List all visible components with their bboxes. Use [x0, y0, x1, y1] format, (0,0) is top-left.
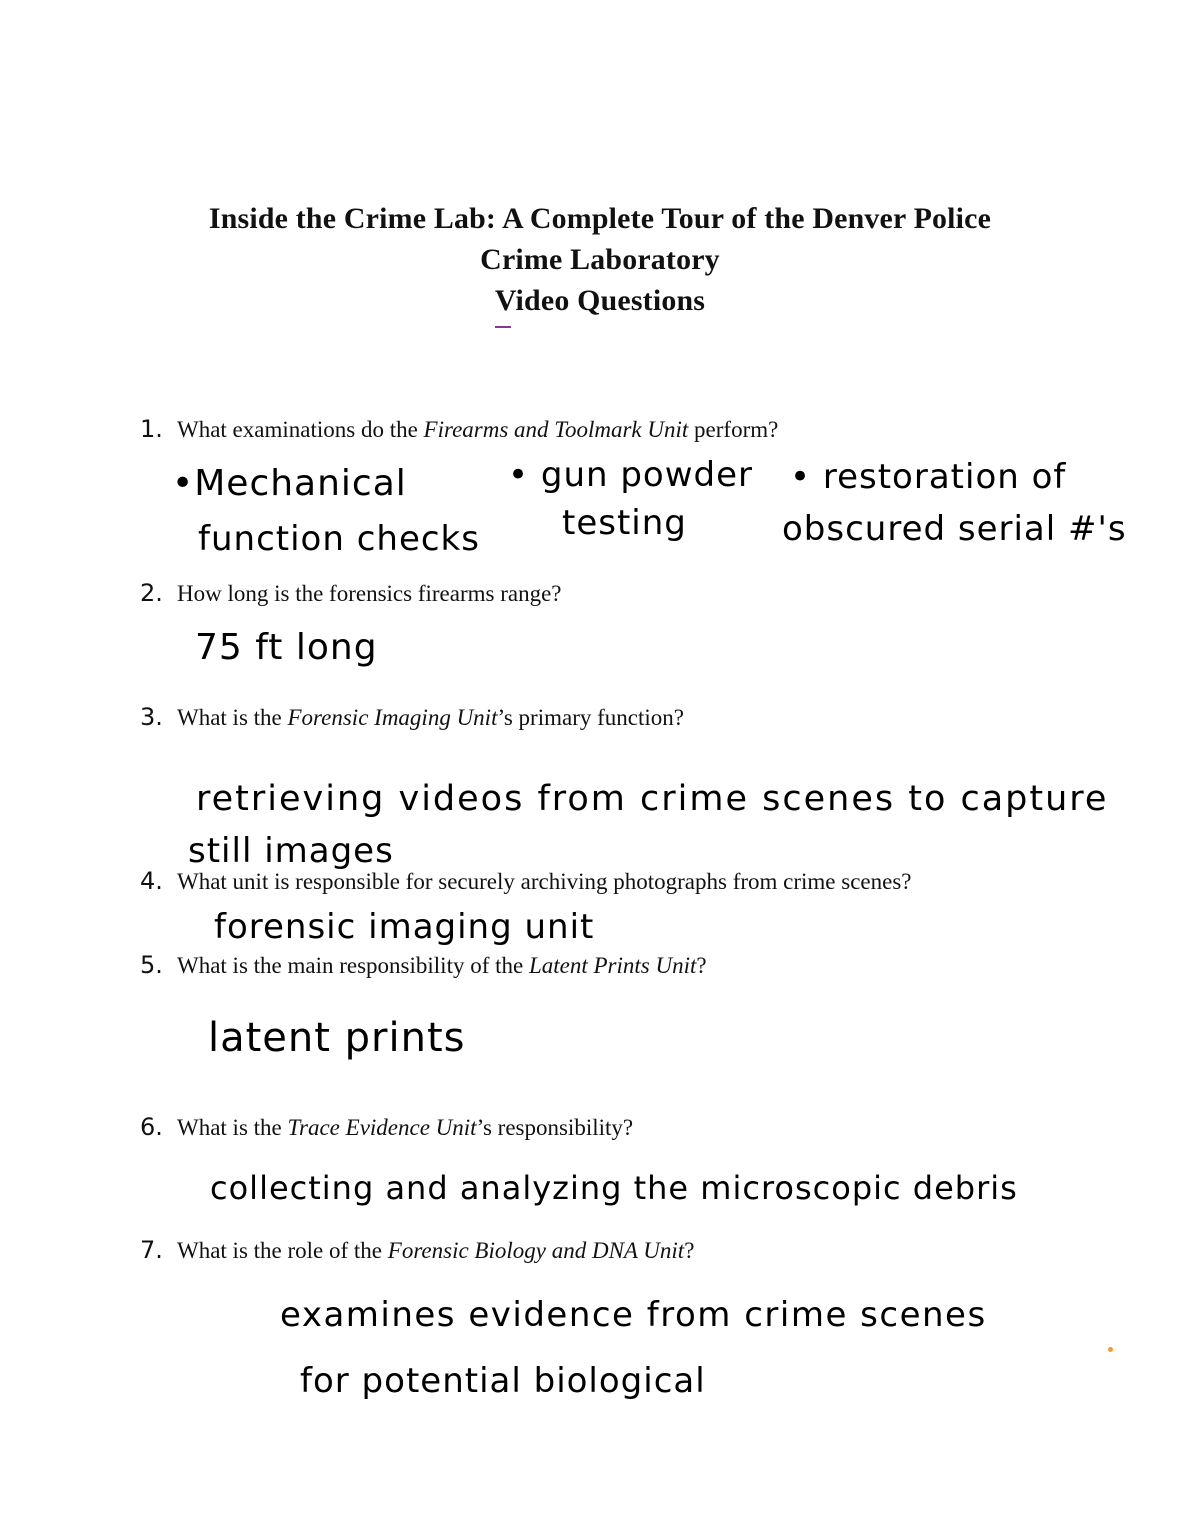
answer-3-line-2: still images	[188, 831, 394, 871]
question-text: What is the	[177, 705, 288, 730]
answer-5: latent prints	[208, 1015, 466, 1061]
question-text-end: ’s responsibility?	[476, 1115, 634, 1140]
question-number: 5.	[140, 951, 163, 979]
question-text: How long is the forensics firearms range?	[177, 581, 562, 606]
question-3	[140, 702, 684, 733]
question-5	[140, 950, 707, 981]
answer-4: forensic imaging unit	[214, 907, 595, 947]
question-6	[140, 1112, 633, 1143]
question-unit: Forensic Biology and DNA Unit	[387, 1238, 685, 1263]
title-line-1: Inside the Crime Lab: A Complete Tour of the Denver Police	[208, 202, 992, 235]
question-number: 4.	[140, 867, 163, 895]
answer-2: 75 ft long	[195, 627, 378, 668]
question-text-end: ?	[696, 953, 707, 978]
answer-1-part-3-line-2: obscured serial #'s	[782, 509, 1127, 549]
question-text-end: ’s primary function?	[497, 705, 684, 730]
question-1	[140, 414, 778, 445]
question-number: 1.	[140, 415, 163, 443]
answer-1-part-3-line-1: • restoration of	[790, 457, 1067, 497]
answer-1-part-2-line-2: testing	[562, 503, 687, 543]
question-number: 3.	[140, 703, 163, 731]
question-unit: Trace Evidence Unit	[287, 1115, 477, 1140]
question-text: What is the main responsibility of the	[177, 953, 529, 978]
answer-1-part-1-line-2: function checks	[198, 519, 480, 559]
answer-1-part-2-line-1: • gun powder	[508, 455, 754, 495]
answer-1-part-1-line-1: •Mechanical	[172, 463, 407, 504]
question-number: 2.	[140, 579, 163, 607]
answer-6: collecting and analyzing the microscopic debris	[210, 1169, 1018, 1207]
question-unit: Latent Prints Unit	[528, 953, 697, 978]
stray-ink-dot	[1108, 1347, 1113, 1352]
text-cursor-mark	[495, 326, 511, 328]
question-text-end: perform?	[688, 417, 779, 442]
answer-7-line-2: for potential biological	[300, 1361, 706, 1401]
question-2	[140, 578, 562, 609]
question-text: What is the role of the	[177, 1238, 388, 1263]
question-text: What unit is responsible for securely archiving photographs from crime scenes?	[177, 869, 912, 894]
document-title	[0, 198, 1200, 321]
question-text-end: ?	[684, 1238, 695, 1263]
title-line-3: Video Questions	[494, 284, 706, 317]
answer-3-line-1: retrieving videos from crime scenes to capture	[196, 779, 1109, 819]
question-number: 6.	[140, 1113, 163, 1141]
question-number: 7.	[140, 1236, 163, 1264]
question-unit: Firearms and Toolmark Unit	[423, 417, 689, 442]
question-4	[140, 866, 912, 897]
title-line-2: Crime Laboratory	[480, 243, 720, 276]
question-text: What is the	[177, 1115, 288, 1140]
question-7	[140, 1235, 694, 1266]
question-text: What examinations do the	[177, 417, 424, 442]
question-unit: Forensic Imaging Unit	[287, 705, 498, 730]
answer-7-line-1: examines evidence from crime scenes	[280, 1295, 987, 1335]
